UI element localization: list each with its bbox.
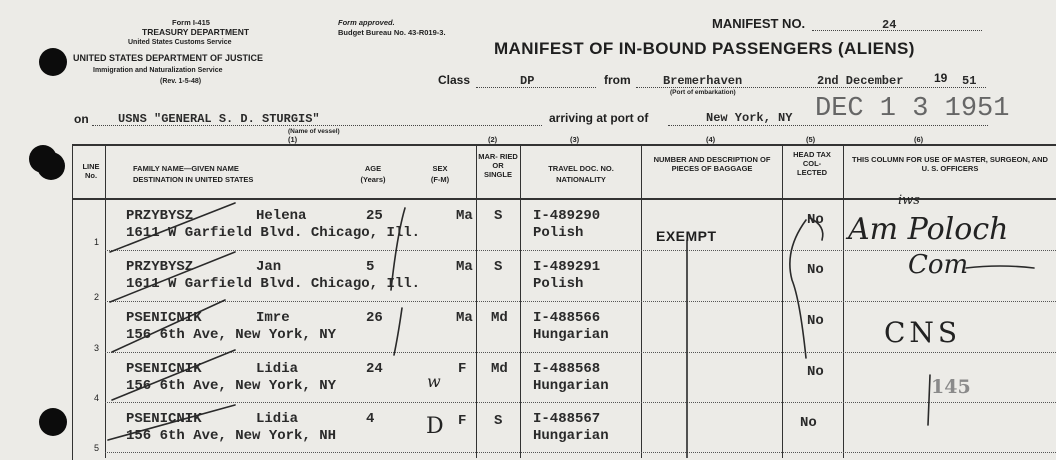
col-header-baggage: NUMBER AND DESCRIPTION OF PIECES OF BAGGAGE [653,155,771,173]
head-tax: No [807,364,824,380]
year-value: 51 [962,74,977,88]
ins-service: Immigration and Naturalization Service [93,67,223,74]
family-name: PSENICNIK [126,411,202,427]
travel-doc: I-489291 [533,259,601,275]
form-approved: Form approved. [338,18,395,27]
sex: F [458,361,467,377]
given-name: Imre [256,310,290,326]
col-header-destination: DESTINATION IN UNITED STATES [133,175,254,184]
travel-doc: I-489290 [533,208,601,224]
sex: Ma [456,259,473,275]
age: 24 [366,361,383,377]
exempt-stamp: EXEMPT [656,228,717,244]
handwritten-cns: CNS [884,316,962,349]
destination: 1611 W Garfield Blvd. Chicago, Ill. [126,225,421,241]
col-num-4: (4) [706,135,716,144]
line-number: 5 [94,443,100,453]
given-name: Lidia [256,411,299,427]
marital-status: S [494,259,503,275]
year-label: 19 [934,71,948,85]
age: 25 [366,208,383,224]
col-header-married: MAR- RIED OR SINGLE [478,152,518,179]
col-header-travel-doc: TRAVEL DOC. NO. [548,164,614,173]
port-embark-note: (Port of embarkation) [670,89,736,96]
officer-signature-2: Com [908,250,969,280]
line-number: 4 [94,393,100,403]
family-name: PSENICNIK [126,361,202,377]
marital-status: S [494,413,503,429]
line-number: 2 [94,292,100,302]
marital-status: S [494,208,503,224]
given-name: Helena [256,208,307,224]
form-number: Form I-415 [172,18,210,27]
travel-doc: I-488566 [533,310,601,326]
col-num-1: (1) [288,135,298,144]
page-title: MANIFEST OF IN-BOUND PASSENGERS (ALIENS) [494,39,915,58]
vessel-note: (Name of vessel) [288,128,340,135]
from-value: Bremerhaven [663,74,743,88]
class-label: Class [438,73,471,87]
officer-signature: Am Poloch [848,212,1009,247]
destination: 156 6th Ave, New York, NY [126,378,337,394]
given-name: Lidia [256,361,299,377]
revision: (Rev. 1-5-48) [160,78,202,85]
nationality: Hungarian [533,327,609,343]
col-num-2: (2) [488,135,498,144]
manifest-no-value: 24 [882,18,897,32]
arrival-port: New York, NY [706,111,793,125]
sex: F [458,413,467,429]
col-num-5: (5) [806,135,816,144]
destination: 1611 W Garfield Blvd. Chicago, Ill. [126,276,421,292]
nationality: Polish [533,225,584,241]
col-num-3: (3) [570,135,580,144]
head-tax: No [807,262,824,278]
destination: 156 6th Ave, New York, NY [126,327,337,343]
sex: Ma [456,310,473,326]
line-number: 3 [94,343,100,353]
budget-bureau: Budget Bureau No. 43-R019-3. [338,28,446,37]
col-header-officers: THIS COLUMN FOR USE OF MASTER, SURGEON, AND U. S. OFFICERS [852,155,1048,173]
col-header-sex-unit: (F-M) [430,175,450,184]
date-value: 2nd December [817,74,904,88]
age: 5 [366,259,375,275]
travel-doc: I-488568 [533,361,601,377]
nationality: Hungarian [533,428,609,444]
head-tax: No [807,212,824,228]
nationality: Polish [533,276,584,292]
family-name: PSENICNIK [126,310,202,326]
family-name: PRZYBYSZ [126,208,194,224]
family-name: PRZYBYSZ [126,259,194,275]
col-header-sex: SEX [432,164,448,173]
col-num-6: (6) [914,135,924,144]
handwritten-w: w [427,372,441,391]
head-tax: No [800,415,817,431]
given-name: Jan [256,259,282,275]
arriving-label: arriving at port of [549,111,649,125]
treasury-dept: TREASURY DEPARTMENT [142,27,250,37]
col-header-age: AGE [364,164,382,173]
sex: Ma [456,208,473,224]
age: 26 [366,310,383,326]
col-header-age-unit: (Years) [360,175,386,184]
from-label: from [604,73,631,87]
marital-status: Md [491,361,508,377]
justice-dept: UNITED STATES DEPARTMENT OF JUSTICE [73,53,264,63]
handwritten-d: D [426,414,444,439]
col-header-line-no: LINE No. [82,162,100,180]
customs-service: United States Customs Service [128,39,232,46]
class-value: DP [520,74,535,88]
col-header-nationality: NATIONALITY [556,175,606,184]
col-header-head-tax: HEAD TAX COL- LECTED [793,150,831,177]
travel-doc: I-488567 [533,411,601,427]
destination: 156 6th Ave, New York, NH [126,428,337,444]
handwritten-iws: iws [898,193,920,208]
head-tax: No [807,313,824,329]
date-stamp: DEC 1 3 1951 [815,94,1010,124]
manifest-no-label: MANIFEST NO. [712,16,806,31]
on-label: on [74,112,89,126]
marital-status: Md [491,310,508,326]
col-header-name: FAMILY NAME—GIVEN NAME [133,164,239,173]
line-number: 1 [94,237,100,247]
stamp-145: 145 [931,376,971,398]
vessel-name: USNS "GENERAL S. D. STURGIS" [118,112,320,126]
age: 4 [366,411,375,427]
nationality: Hungarian [533,378,609,394]
